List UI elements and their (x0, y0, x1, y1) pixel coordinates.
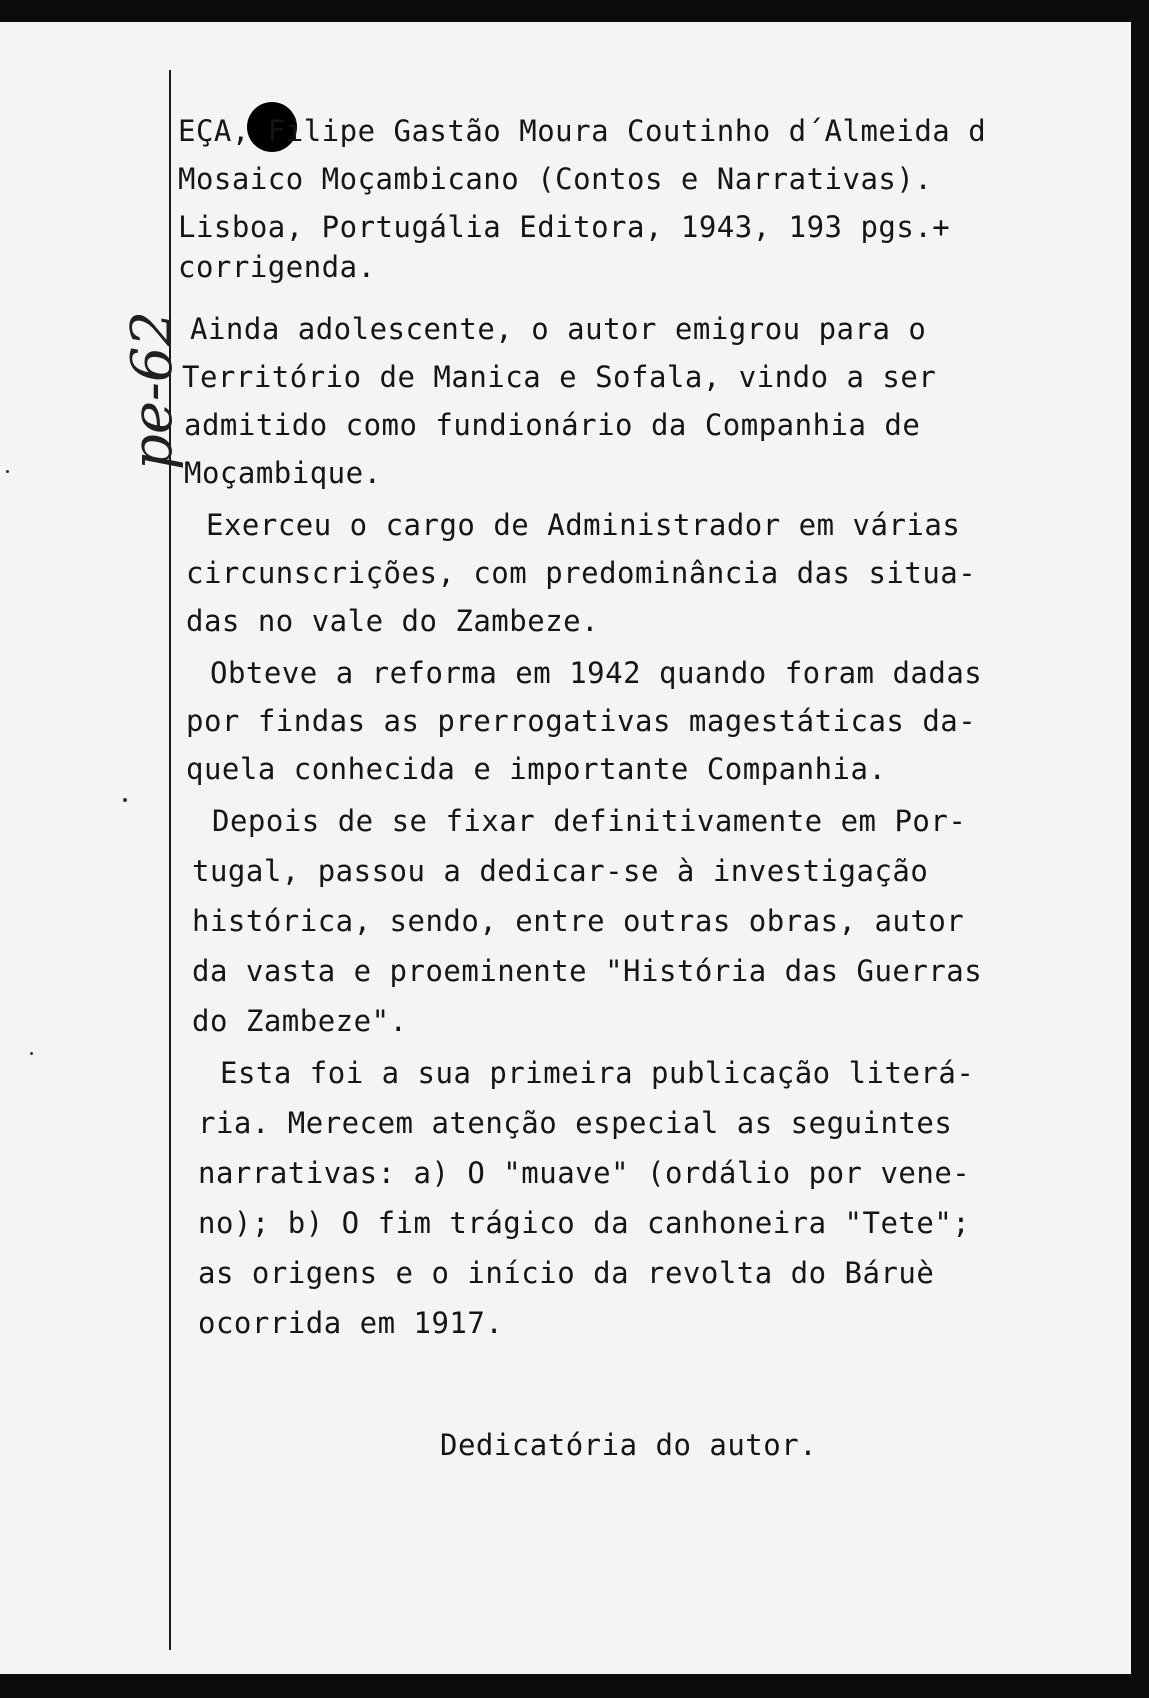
body-line: ria. Merecem atenção especial as seguintes (198, 1106, 953, 1140)
body-line: por findas as prerrogativas magestáticas da- (186, 704, 977, 738)
body-line: Depois de se fixar definitivamente em Por- (212, 804, 967, 838)
imprint-continued: corrigenda. (178, 250, 376, 284)
body-line: da vasta e proeminente "História das Guerras (192, 954, 983, 988)
body-line: Moçambique. (184, 456, 382, 490)
body-line: quela conhecida e importante Companhia. (186, 752, 887, 786)
dedication-line: Dedicatória do autor. (440, 1428, 818, 1462)
handwritten-code: pe-62 (120, 310, 185, 470)
paper-speck (6, 470, 9, 473)
body-line: Território de Manica e Sofala, vindo a ser (182, 360, 937, 394)
body-line: narrativas: a) O "muave" (ordálio por vene- (198, 1156, 971, 1190)
body-line: as origens e o início da revolta do Báruè (198, 1256, 935, 1290)
body-line: das no vale do Zambeze. (186, 604, 600, 638)
margin-rule (169, 70, 171, 1650)
author-line: EÇA, Filipe Gastão Moura Coutinho d´Almeida d (178, 114, 987, 148)
body-line: no); b) O fim trágico da canhoneira "Tete"; (198, 1206, 971, 1240)
body-line: Ainda adolescente, o autor emigrou para o (190, 312, 927, 346)
paper-speck (30, 1052, 33, 1055)
body-line: Esta foi a sua primeira publicação literá- (220, 1056, 975, 1090)
body-line: Exerceu o cargo de Administrador em várias (206, 508, 961, 542)
title-line: Mosaico Moçambicano (Contos e Narrativas). (178, 162, 933, 196)
body-line: circunscrições, com predominância das situa- (186, 556, 977, 590)
document-page (0, 22, 1131, 1674)
imprint-line: Lisboa, Portugália Editora, 1943, 193 pgs.+ (178, 210, 951, 244)
body-line: histórica, sendo, entre outras obras, autor (192, 904, 965, 938)
body-line: ocorrida em 1917. (198, 1306, 504, 1340)
body-line: Obteve a reforma em 1942 quando foram dadas (210, 656, 983, 690)
paper-speck (123, 798, 127, 802)
body-line: tugal, passou a dedicar-se à investigação (192, 854, 929, 888)
body-line: do Zambeze". (192, 1004, 408, 1038)
body-line: admitido como fundionário da Companhia de (184, 408, 921, 442)
